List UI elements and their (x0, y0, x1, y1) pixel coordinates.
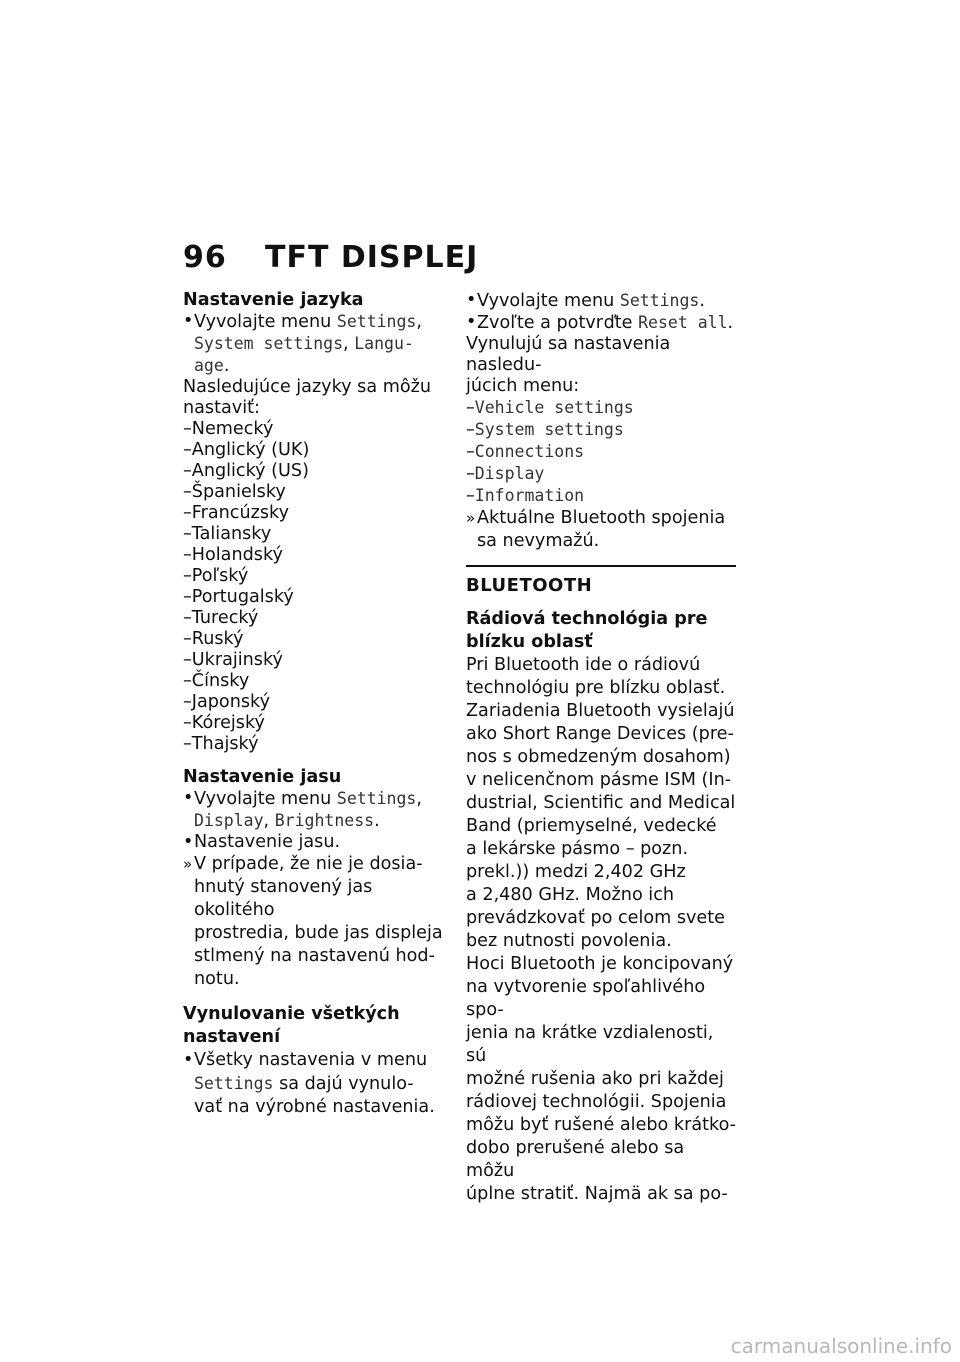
list-item: – Čínsky (183, 671, 453, 692)
reset-step-1: • Všetky nastavenia v menu Settings sa dajú vynulo- vať na výrobné nastavenia. (183, 1049, 453, 1119)
body-line: v nelicenčnom pásme ISM (In- (466, 770, 732, 790)
body-line: Zariadenia Bluetooth vysielajú (466, 701, 735, 721)
list-item: – Thajský (183, 734, 453, 755)
body-line: Hoci Bluetooth je koncipovaný (466, 954, 734, 974)
body-line: Pri Bluetooth ide o rádiovú (466, 655, 701, 675)
brightness-step-1: • Vyvolajte menu Settings, Display, Brightness. (183, 788, 453, 832)
brightness-step-2: • Nastavenie jasu. (183, 832, 453, 853)
body-line: úplne stratiť. Najmä ak sa po- (466, 1184, 728, 1204)
bluetooth-heading: Rádiová technológia pre blízku oblasť (466, 609, 708, 652)
page-number: 96 (183, 240, 227, 275)
list-item: – Portugalský (183, 587, 453, 608)
watermark: carmanualsonline.info (730, 1334, 952, 1358)
body-line: možné rušenia ako pri každej (466, 1069, 724, 1089)
list-item: – Display (466, 463, 738, 485)
bluetooth-section-title: BLUETOOTH (466, 575, 593, 596)
list-item: – Information (466, 485, 738, 507)
reset-result: Vynulujú sa nastavenia nasledu- júcich menu: (466, 334, 671, 396)
list-item: – Ukrajinský (183, 650, 453, 671)
bluetooth-body (466, 654, 738, 1206)
reset-step-2: • Vyvolajte menu Settings. (466, 290, 738, 312)
list-item: – Taliansky (183, 524, 453, 545)
page-header (183, 240, 478, 275)
body-line: technológiu pre blízku oblasť. (466, 678, 726, 698)
body-line: môžu byť rušené alebo krátko- (466, 1115, 737, 1135)
list-item: – Nemecký (183, 419, 453, 440)
body-line: prekl.)) medzi 2,402 GHz (466, 862, 686, 882)
list-item: – Francúzsky (183, 503, 453, 524)
reset-heading: Vynulovanie všetkých nastavení (183, 1004, 400, 1047)
list-item: – Japonský (183, 692, 453, 713)
list-item: – Kórejský (183, 713, 453, 734)
list-item: – Španielsky (183, 482, 453, 503)
brightness-note: » V prípade, že nie je dosia- hnutý stanovený jas okolitého prostredia, bude jas displeja stlmený na nastavenú hod- notu. (183, 853, 453, 991)
body-line: rádiovej technológii. Spojenia (466, 1092, 727, 1112)
section-divider (466, 565, 736, 567)
body-line: na vytvorenie spoľahlivého spo- (466, 977, 706, 1020)
body-line: a 2,480 GHz. Možno ich (466, 885, 675, 905)
list-item: – System settings (466, 419, 738, 441)
list-item: – Turecký (183, 608, 453, 629)
list-item: – Anglický (UK) (183, 440, 453, 461)
list-item: – Holandský (183, 545, 453, 566)
list-item: – Ruský (183, 629, 453, 650)
language-list (183, 419, 453, 755)
reset-step-3: • Zvoľte a potvrďte Reset all. (466, 312, 738, 334)
body-line: dobo prerušené alebo sa môžu (466, 1138, 685, 1181)
reset-note: » Aktuálne Bluetooth spojenia sa nevymažú. (466, 507, 738, 553)
body-line: bez nutnosti povolenia. (466, 931, 672, 951)
page-title: TFT DISPLEJ (265, 240, 479, 275)
brightness-heading: Nastavenie jasu (183, 767, 342, 787)
left-column (183, 290, 453, 1119)
body-line: nos s obmedzeným dosahom) (466, 747, 731, 767)
body-line: dustrial, Scientific and Medical (466, 793, 736, 813)
language-step-1: • Vyvolajte menu Settings, System settings, Langu- age. (183, 311, 453, 377)
body-line: jenia na krátke vzdialenosti, sú (466, 1023, 714, 1066)
language-heading: Nastavenie jazyka (183, 290, 364, 310)
body-line: a lekárske pásmo – pozn. (466, 839, 689, 859)
body-line: ako Short Range Devices (pre- (466, 724, 734, 744)
list-item: – Anglický (US) (183, 461, 453, 482)
list-item: – Vehicle settings (466, 397, 738, 419)
right-column (466, 290, 738, 1206)
language-intro: Nasledujúce jazyky sa môžu nastaviť: (183, 377, 431, 418)
reset-menu-list (466, 397, 738, 507)
body-line: Band (priemyselné, vedecké (466, 816, 717, 836)
body-line: prevádzkovať po celom svete (466, 908, 725, 928)
list-item: – Poľský (183, 566, 453, 587)
list-item: – Connections (466, 441, 738, 463)
